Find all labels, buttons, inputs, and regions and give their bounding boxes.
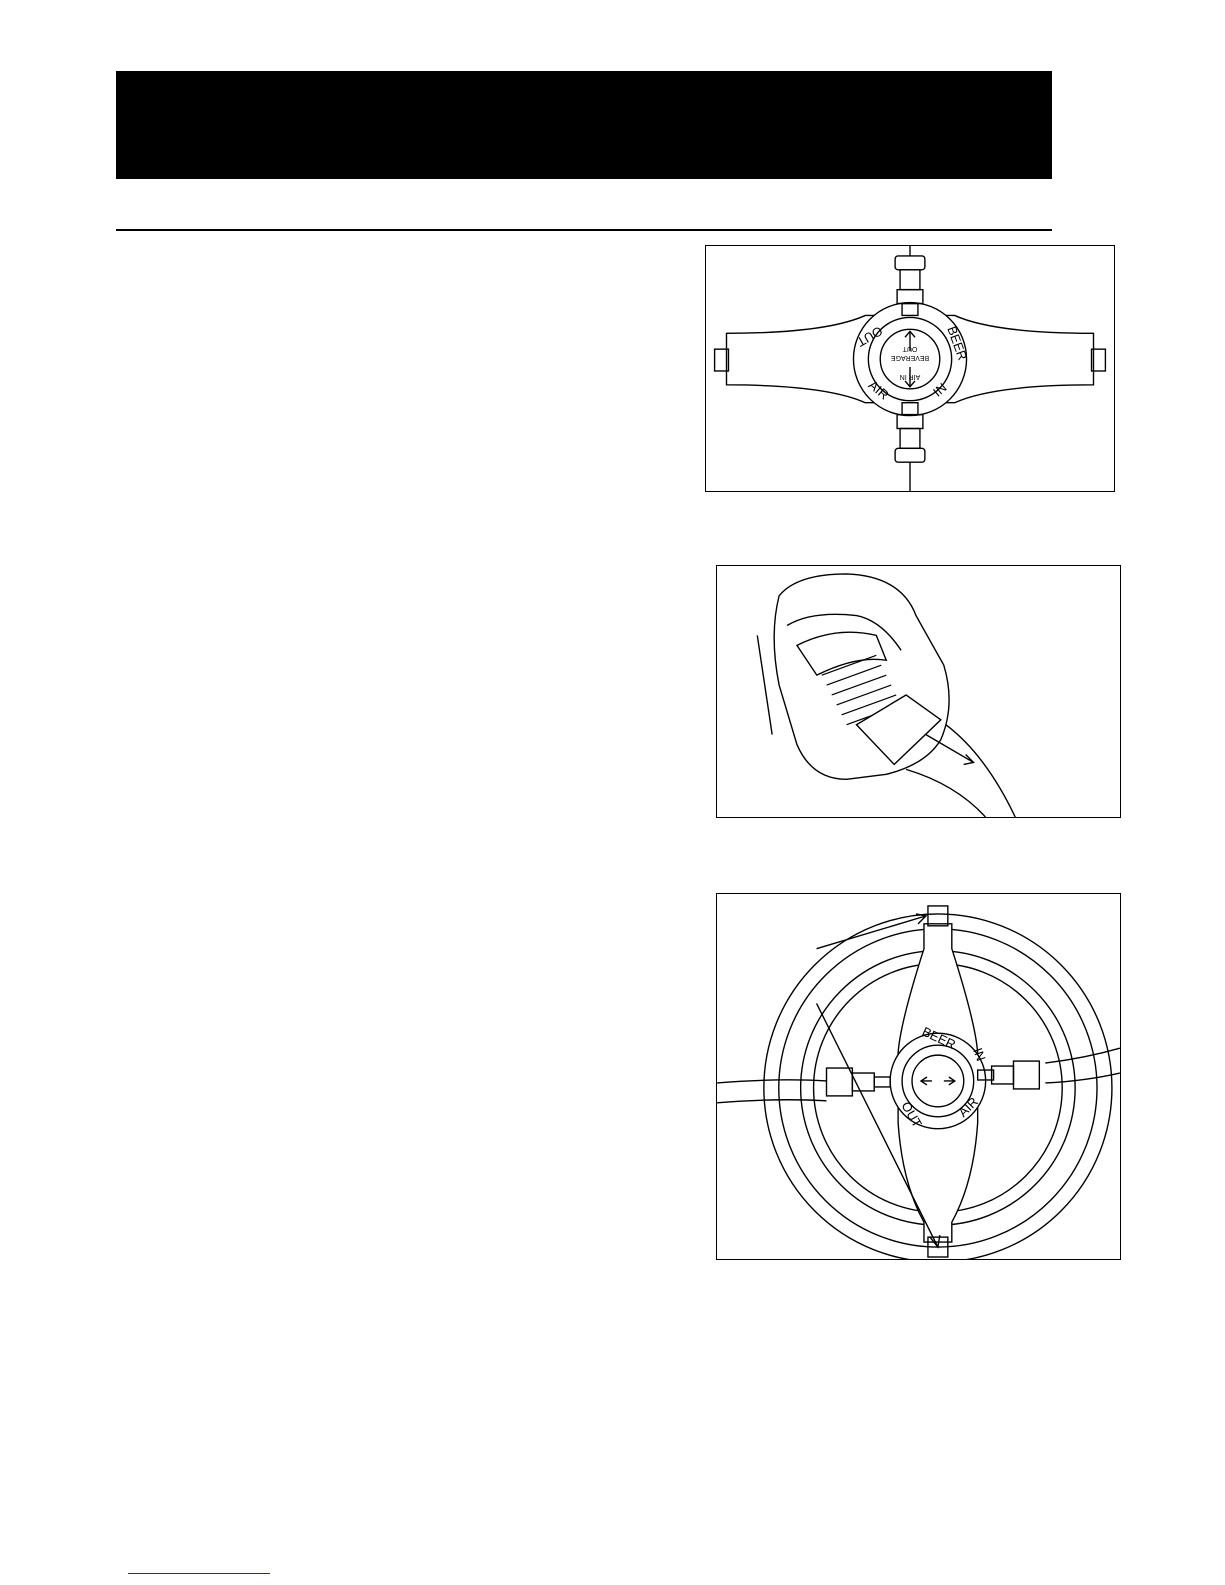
coupler-label-out: OUT [854,323,886,350]
threaded-connection-diagram [717,566,1120,817]
coupler-diagram-figure [705,245,1115,492]
section-rule [116,229,1052,231]
coupler-center-air-in: AIR IN [899,372,921,380]
header-bar [116,71,1052,179]
keg-label-out: OUT [898,1099,926,1131]
coupler-center-beverage: BEVERAGE [890,354,930,362]
coupler-label-air: AIR [865,377,892,403]
coupler-center-out: OUT [902,345,918,353]
keg-label-in: IN [970,1045,989,1064]
threaded-connection-figure [716,565,1121,818]
keg-label-beer: BEER [919,1023,959,1053]
coupler-label-beer: BEER [944,324,971,363]
coupler-label-in: IN [929,379,950,400]
keg-coupler-figure [716,893,1121,1260]
footer-link-underline[interactable] [128,1573,270,1574]
keg-label-air: AIR [955,1094,981,1120]
coupler-diagram [706,246,1114,491]
keg-coupler-diagram [717,894,1120,1259]
